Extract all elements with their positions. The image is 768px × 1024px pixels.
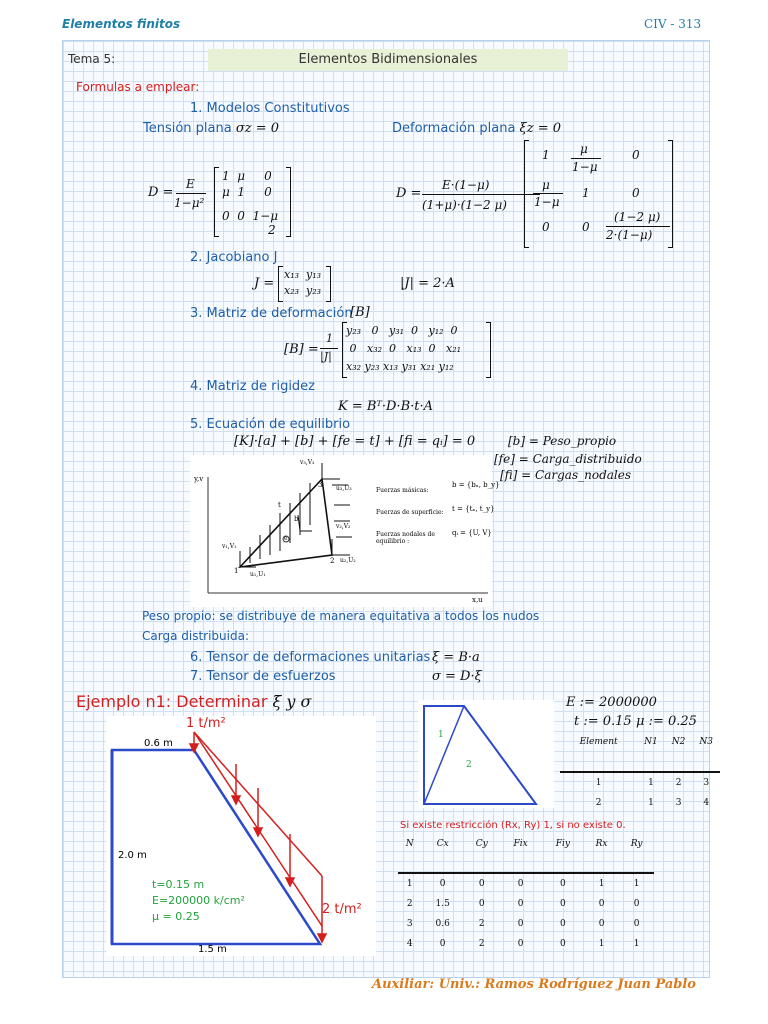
jacobian-matrix: J = x₁₃ y₁₃ x₂₃ y₂₃ xyxy=(254,266,344,302)
table-cell: 2 xyxy=(478,919,485,929)
header-right: CIV - 313 xyxy=(644,17,702,31)
table-cell: 4 xyxy=(703,798,710,808)
fig1-e: e xyxy=(284,535,288,542)
fig1-n1: 1 xyxy=(234,567,239,575)
fig1-f1: Fuerzas másicas: xyxy=(376,487,429,494)
mesh-sketch-svg xyxy=(418,700,554,808)
nodes-col-header: Cy xyxy=(475,839,488,849)
table-cell: 0 xyxy=(478,899,485,909)
mesh-e1: 1 xyxy=(438,730,444,740)
header-left: Elementos finitos xyxy=(62,17,181,31)
nodes-col-header: Ry xyxy=(630,839,643,849)
table-cell: 0 xyxy=(559,919,566,929)
topic-label: Tema 5: xyxy=(68,52,116,66)
table-cell: 1 xyxy=(633,879,640,889)
table-cell: 1 xyxy=(406,879,413,889)
fig1-n3: 3 xyxy=(318,481,323,489)
plane-stress-text: Tensión plana xyxy=(143,121,232,136)
plane-stress-cond: σz = 0 xyxy=(235,121,280,136)
prop-E: E=200000 k/cm² xyxy=(152,894,245,907)
table-cell: 1 xyxy=(633,939,640,949)
topic-title-text: Elementos Bidimensionales xyxy=(298,52,478,67)
triangle-element-svg xyxy=(190,455,492,607)
plane-strain-label xyxy=(392,121,561,136)
table-row xyxy=(560,793,720,813)
table-cell: 0 xyxy=(633,919,640,929)
cd-label: Carga distribuida: xyxy=(142,629,249,643)
s4-eq: K = Bᵀ·D·B·t·A xyxy=(338,399,433,414)
restr-note: Si existe restricción (Rx, Ry) 1, si no existe 0. xyxy=(400,820,626,831)
s3-title: 3. Matriz de deformación xyxy=(190,306,353,321)
table-row xyxy=(560,772,720,793)
fig1-v3: v₃,V₃ xyxy=(300,459,315,466)
s3-sym: [B] xyxy=(350,305,370,320)
nodes-col-header: Fix xyxy=(513,839,528,849)
b-matrix: [B] = 1 |J| y₂₃ 0 y₃₁ 0 y₁₂ 0 0 x₃₂ 0 x₁₃ 0 x₂₁ x₃₂ y₂₃ x₁₃ y₃₁ x₂₁ y₁₂ xyxy=(284,320,494,378)
table-cell: 0 xyxy=(559,939,566,949)
fig1-u1: u₁,U₁ xyxy=(250,571,266,578)
table-cell: 2 xyxy=(478,939,485,949)
s5-legend-0: [b] = Peso_propio xyxy=(508,434,617,448)
formulas-title: Formulas a emplear: xyxy=(76,80,200,94)
fig1-f3: Fuerzas nodales de equilibrio : xyxy=(376,531,435,545)
s1-title: 1. Modelos Constitutivos xyxy=(190,101,350,116)
problem-figure xyxy=(106,716,376,956)
s6-eq: ξ = B·a xyxy=(432,650,480,665)
table-cell: 3 xyxy=(675,798,682,808)
table-cell: 2 xyxy=(595,798,602,808)
triangle-element-figure xyxy=(190,455,500,607)
dim-height: 2.0 m xyxy=(118,850,147,861)
d-matrix-stress: D = E 1−μ² 1 μ 0 μ 1 0 0 0 1−μ 2 xyxy=(148,165,298,237)
table-row xyxy=(398,934,654,954)
table-cell: 1 xyxy=(598,879,605,889)
fig1-vec-q: qᵢ = {U, V} xyxy=(452,529,492,537)
table-cell: 1 xyxy=(648,798,654,808)
nodes-col-header: Fiy xyxy=(555,839,570,849)
s4-title: 4. Matriz de rigidez xyxy=(190,379,316,394)
nodes-col-header: N xyxy=(405,839,414,849)
prop-mu: μ = 0.25 xyxy=(152,910,200,923)
dim-top: 0.6 m xyxy=(144,738,173,749)
fig1-f2: Fuerzas de superficie: xyxy=(376,509,444,516)
table-cell: 3 xyxy=(703,778,710,788)
example-title xyxy=(76,692,311,711)
table-cell: 0 xyxy=(559,879,566,889)
s5-legend-2: [fi] = Cargas_nodales xyxy=(500,468,632,482)
fig1-t: t xyxy=(278,501,281,509)
fig1-u3: u₃,U₃ xyxy=(336,485,352,492)
fig1-v2: v₂,V₂ xyxy=(336,523,351,530)
table-cell: 1 xyxy=(648,778,654,788)
table-cell: 1 xyxy=(595,778,602,788)
pp-label: Peso propio: xyxy=(142,609,216,623)
fig1-axis-x: x,u xyxy=(472,596,483,604)
table-cell: 2 xyxy=(406,899,413,909)
elements-header-row xyxy=(560,735,720,749)
elements-col-header: N1 xyxy=(644,737,658,747)
plane-strain-text: Deformación plana xyxy=(392,121,516,136)
pp-note xyxy=(142,609,539,623)
table-cell: 0 xyxy=(517,899,524,909)
elements-col-header: N3 xyxy=(699,737,713,747)
table-cell: 0 xyxy=(517,879,524,889)
table-cell: 0 xyxy=(633,899,640,909)
table-cell: 0 xyxy=(517,919,524,929)
plane-stress-label xyxy=(143,121,279,136)
s2-title: 2. Jacobiano J xyxy=(190,250,278,265)
s7-eq: σ = D·ξ xyxy=(432,669,482,684)
param-mu: μ := 0.25 xyxy=(636,714,697,729)
dim-bottom: 1.5 m xyxy=(198,944,227,955)
fig1-vec-t: t = {tₓ, t_y} xyxy=(452,505,495,513)
table-cell: 0 xyxy=(439,879,446,889)
mesh-e2: 2 xyxy=(466,760,472,770)
table-cell: 0 xyxy=(559,899,566,909)
spacer-row xyxy=(560,749,720,772)
s7-title: 7. Tensor de esfuerzos xyxy=(190,669,336,684)
nodes-col-header: Cx xyxy=(436,839,449,849)
table-cell: 0 xyxy=(439,939,446,949)
table-cell: 2 xyxy=(675,778,682,788)
load-top: 1 t/m² xyxy=(186,716,226,731)
table-row xyxy=(398,873,654,894)
table-cell: 0 xyxy=(598,919,605,929)
mesh-sketch xyxy=(418,700,554,808)
fig1-n2: 2 xyxy=(330,557,335,565)
s6-title: 6. Tensor de deformaciones unitarias xyxy=(190,650,431,665)
elements-col-header: N2 xyxy=(671,737,686,747)
d-matrix-strain: D = E·(1−μ) (1+μ)·(1−2 μ) 1 μ 1−μ 0 μ 1−μ 1 0 0 0 (1−2 μ) 2·(1−μ) xyxy=(396,140,676,248)
nodes-table xyxy=(398,836,654,954)
problem-figure-svg xyxy=(106,716,376,956)
s5-eq: [K]·[a] + [b] + [fe = t] + [fi = qᵢ] = 0 xyxy=(234,434,476,449)
table-cell: 0 xyxy=(598,899,605,909)
jacobian-det: |J| = 2·A xyxy=(400,276,455,291)
param-t: t := 0.15 xyxy=(574,714,632,729)
load-bottom: 2 t/m² xyxy=(322,902,362,917)
table-cell: 3 xyxy=(406,919,413,929)
fig1-b: b xyxy=(294,515,299,523)
fig1-u2: u₂,U₂ xyxy=(340,557,356,564)
topic-title xyxy=(208,49,568,71)
elements-col-header: Element xyxy=(579,737,618,747)
prop-t: t=0.15 m xyxy=(152,878,205,891)
pp-text: se distribuye de manera equitativa a todos los nudos xyxy=(219,609,540,623)
table-cell: 0 xyxy=(517,939,524,949)
example-vars: ξ y σ xyxy=(272,692,312,711)
nodes-header-row xyxy=(398,836,654,852)
table-cell: 0 xyxy=(478,879,485,889)
param-E: E := 2000000 xyxy=(566,695,657,710)
fig1-v1: v₁,V₁ xyxy=(222,543,237,550)
s5-legend-1: [fe] = Carga_distribuido xyxy=(494,452,642,466)
footer: Auxiliar: Univ.: Ramos Rodríguez Juan Pablo xyxy=(372,977,696,992)
s5-title: 5. Ecuación de equilibrio xyxy=(190,417,351,432)
table-cell: 4 xyxy=(406,939,413,949)
fig1-axis-y: y,v xyxy=(194,475,204,483)
table-row xyxy=(398,914,654,934)
nodes-col-header: Rx xyxy=(595,839,608,849)
spacer-row xyxy=(398,852,654,873)
plane-strain-cond: ξz = 0 xyxy=(519,121,561,136)
table-cell: 1 xyxy=(598,939,605,949)
table-cell: 0.6 xyxy=(435,919,450,929)
elements-table xyxy=(560,735,720,813)
example-title-text: Ejemplo n1: Determinar xyxy=(76,692,268,711)
fig1-vec-b: b = {bₓ, b_y} xyxy=(452,481,500,489)
table-row xyxy=(398,894,654,914)
table-cell: 1.5 xyxy=(435,899,450,909)
